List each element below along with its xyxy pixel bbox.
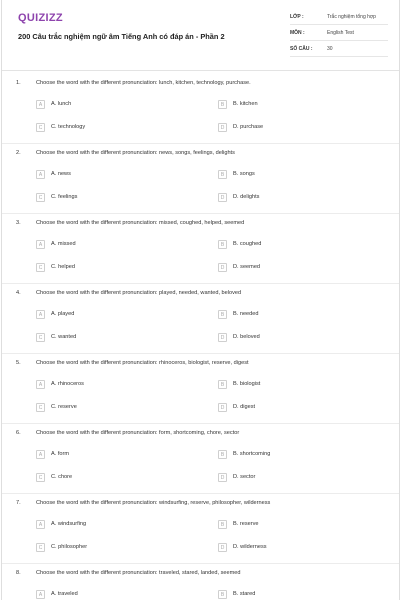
question-number: 6. bbox=[16, 430, 21, 436]
option-a[interactable] bbox=[36, 520, 186, 532]
option-letter-box: B bbox=[218, 100, 227, 109]
option-text: A. news bbox=[51, 171, 71, 177]
option-b[interactable] bbox=[218, 170, 368, 182]
question-divider bbox=[2, 563, 399, 564]
option-letter-box: B bbox=[218, 310, 227, 319]
meta-count-label: SỐ CÂU : bbox=[290, 46, 313, 52]
option-c[interactable] bbox=[36, 473, 186, 485]
meta-subject-row bbox=[290, 27, 388, 41]
option-a[interactable] bbox=[36, 380, 186, 392]
option-letter-box: C bbox=[36, 193, 45, 202]
option-text: B. shortcoming bbox=[233, 451, 271, 457]
option-letter-box: A bbox=[36, 310, 45, 319]
option-b[interactable] bbox=[218, 310, 368, 322]
question-divider bbox=[2, 143, 399, 144]
option-c[interactable] bbox=[36, 193, 186, 205]
option-text: C. wanted bbox=[51, 334, 77, 340]
option-c[interactable] bbox=[36, 403, 186, 415]
question-text: Choose the word with the different pronunciation: traveled, stared, landed, seemed bbox=[36, 570, 241, 576]
meta-divider bbox=[290, 24, 388, 25]
question-number: 8. bbox=[16, 570, 21, 576]
option-c[interactable] bbox=[36, 263, 186, 275]
option-text: C. helped bbox=[51, 264, 75, 270]
option-letter-box: D bbox=[218, 263, 227, 272]
question-divider bbox=[2, 493, 399, 494]
question-number: 3. bbox=[16, 220, 21, 226]
question-divider bbox=[2, 353, 399, 354]
question-item bbox=[2, 290, 399, 360]
option-text: D. delights bbox=[233, 194, 260, 200]
option-b[interactable] bbox=[218, 100, 368, 112]
option-a[interactable] bbox=[36, 450, 186, 462]
option-a[interactable] bbox=[36, 240, 186, 252]
question-text: Choose the word with the different pronunciation: windsurfing, reserve, philosopher, wilderness bbox=[36, 500, 271, 506]
option-letter-box: A bbox=[36, 450, 45, 459]
meta-divider bbox=[290, 40, 388, 41]
option-text: B. kitchen bbox=[233, 101, 258, 107]
option-letter-box: C bbox=[36, 333, 45, 342]
option-text: A. played bbox=[51, 311, 75, 317]
option-text: D. sector bbox=[233, 474, 256, 480]
option-text: A. traveled bbox=[51, 591, 78, 597]
option-text: B. biologist bbox=[233, 381, 261, 387]
question-item bbox=[2, 430, 399, 500]
option-d[interactable] bbox=[218, 123, 368, 135]
question-text: Choose the word with the different pronunciation: played, needed, wanted, beloved bbox=[36, 290, 242, 296]
option-letter-box: C bbox=[36, 403, 45, 412]
option-text: A. windsurfing bbox=[51, 521, 87, 527]
option-text: B. songs bbox=[233, 171, 255, 177]
option-b[interactable] bbox=[218, 450, 368, 462]
option-letter-box: D bbox=[218, 473, 227, 482]
option-letter-box: A bbox=[36, 520, 45, 529]
question-divider bbox=[2, 283, 399, 284]
question-text: Choose the word with the different pronunciation: rhinoceros, biologist, reserve, digest bbox=[36, 360, 249, 366]
option-letter-box: D bbox=[218, 403, 227, 412]
page-title: 200 Câu trắc nghiệm ngữ âm Tiếng Anh có đáp án - Phần 2 bbox=[18, 32, 225, 41]
question-divider bbox=[2, 213, 399, 214]
option-text: B. needed bbox=[233, 311, 259, 317]
question-item bbox=[2, 360, 399, 430]
question-text: Choose the word with the different pronunciation: form, shortcoming, chore, sector bbox=[36, 430, 240, 436]
worksheet-page bbox=[1, 0, 400, 600]
question-number: 2. bbox=[16, 150, 21, 156]
question-text: Choose the word with the different pronunciation: missed, coughed, helped, seemed bbox=[36, 220, 245, 226]
option-text: D. purchase bbox=[233, 124, 264, 130]
option-d[interactable] bbox=[218, 333, 368, 345]
option-text: B. reserve bbox=[233, 521, 259, 527]
option-text: C. philosopher bbox=[51, 544, 88, 550]
option-a[interactable] bbox=[36, 310, 186, 322]
question-number: 4. bbox=[16, 290, 21, 296]
meta-class-row bbox=[290, 11, 388, 25]
option-text: A. lunch bbox=[51, 101, 72, 107]
option-text: A. missed bbox=[51, 241, 76, 247]
option-c[interactable] bbox=[36, 543, 186, 555]
option-text: D. seemed bbox=[233, 264, 261, 270]
option-text: C. feelings bbox=[51, 194, 78, 200]
question-text: Choose the word with the different pronunciation: lunch, kitchen, technology, purchase. bbox=[36, 80, 251, 86]
question-divider bbox=[2, 423, 399, 424]
option-letter-box: A bbox=[36, 170, 45, 179]
question-item bbox=[2, 500, 399, 570]
meta-count-value: 30 bbox=[327, 46, 333, 52]
option-text: C. technology bbox=[51, 124, 86, 130]
option-letter-box: A bbox=[36, 240, 45, 249]
worksheet-header bbox=[2, 0, 399, 71]
option-a[interactable] bbox=[36, 100, 186, 112]
option-letter-box: D bbox=[218, 123, 227, 132]
option-d[interactable] bbox=[218, 403, 368, 415]
option-a[interactable] bbox=[36, 170, 186, 182]
option-c[interactable] bbox=[36, 123, 186, 135]
option-a[interactable] bbox=[36, 590, 186, 602]
option-letter-box: B bbox=[218, 590, 227, 599]
option-letter-box: C bbox=[36, 473, 45, 482]
option-letter-box: C bbox=[36, 543, 45, 552]
option-b[interactable] bbox=[218, 590, 368, 602]
option-d[interactable] bbox=[218, 473, 368, 485]
option-b[interactable] bbox=[218, 240, 368, 252]
meta-subject-value: English Test bbox=[327, 30, 354, 36]
option-b[interactable] bbox=[218, 380, 368, 392]
option-d[interactable] bbox=[218, 543, 368, 555]
question-number: 5. bbox=[16, 360, 21, 366]
option-d[interactable] bbox=[218, 263, 368, 275]
option-text: A. form bbox=[51, 451, 70, 457]
option-text: C. reserve bbox=[51, 404, 77, 410]
quizizz-logo: QUIZIZZ bbox=[18, 12, 63, 24]
question-item bbox=[2, 570, 399, 600]
question-item bbox=[2, 80, 399, 150]
option-text: D. digest bbox=[233, 404, 256, 410]
option-c[interactable] bbox=[36, 333, 186, 345]
option-text: B. coughed bbox=[233, 241, 262, 247]
meta-count-row bbox=[290, 43, 388, 57]
question-text: Choose the word with the different pronunciation: news, songs, feelings, delights bbox=[36, 150, 235, 156]
meta-subject-label: MÔN : bbox=[290, 30, 305, 36]
question-number: 7. bbox=[16, 500, 21, 506]
option-text: C. chore bbox=[51, 474, 73, 480]
option-letter-box: A bbox=[36, 100, 45, 109]
option-b[interactable] bbox=[218, 520, 368, 532]
option-letter-box: B bbox=[218, 520, 227, 529]
meta-class-value: Trắc nghiệm tổng hợp bbox=[327, 14, 376, 20]
option-letter-box: B bbox=[218, 170, 227, 179]
option-letter-box: D bbox=[218, 333, 227, 342]
option-d[interactable] bbox=[218, 193, 368, 205]
option-text: B. stared bbox=[233, 591, 256, 597]
option-letter-box: D bbox=[218, 193, 227, 202]
option-letter-box: C bbox=[36, 123, 45, 132]
option-letter-box: A bbox=[36, 590, 45, 599]
option-text: D. wilderness bbox=[233, 544, 267, 550]
option-letter-box: A bbox=[36, 380, 45, 389]
question-number: 1. bbox=[16, 80, 21, 86]
question-item bbox=[2, 220, 399, 290]
option-letter-box: B bbox=[218, 380, 227, 389]
question-item bbox=[2, 150, 399, 220]
option-text: A. rhinoceros bbox=[51, 381, 84, 387]
option-letter-box: C bbox=[36, 263, 45, 272]
option-letter-box: B bbox=[218, 240, 227, 249]
option-letter-box: B bbox=[218, 450, 227, 459]
meta-class-label: LỚP : bbox=[290, 14, 304, 20]
option-text: D. beloved bbox=[233, 334, 260, 340]
meta-divider bbox=[290, 56, 388, 57]
option-letter-box: D bbox=[218, 543, 227, 552]
